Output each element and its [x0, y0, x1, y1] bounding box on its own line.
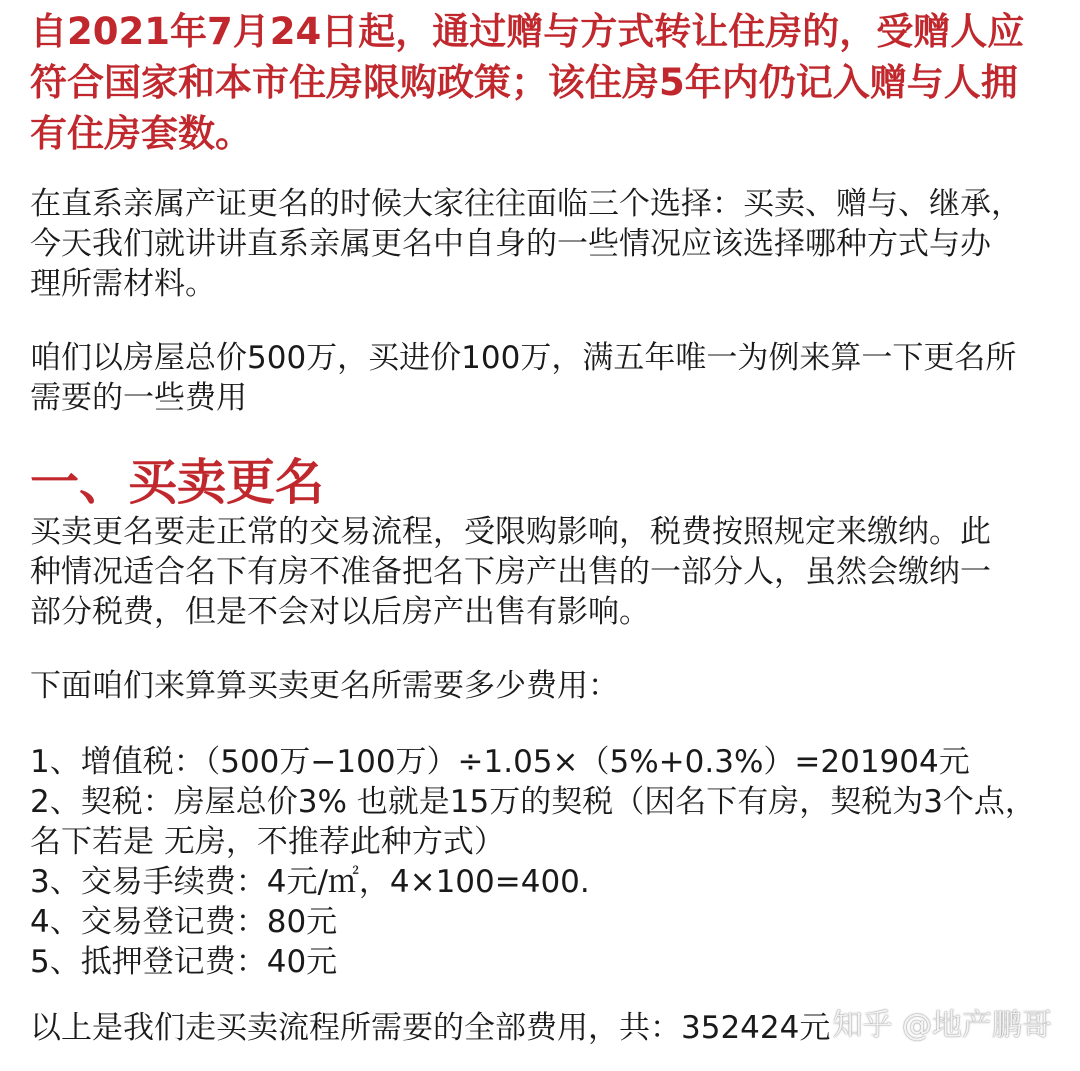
- example-line: 需要的一些费用: [30, 380, 247, 416]
- notice-line: 有住房套数。: [30, 112, 252, 155]
- intro-paragraph: [30, 184, 1022, 304]
- policy-notice: [30, 6, 1060, 159]
- total-line: 以上是我们走买卖流程所需要的全部费用，共：352424元: [30, 1010, 831, 1046]
- fee-item-vat: 1、增值税：（500万−100万）÷1.05×（5%+0.3%）=201904元: [30, 744, 970, 780]
- calc-title: 下面咱们来算算买卖更名所需要多少费用：: [30, 668, 619, 704]
- section-body: [30, 512, 991, 632]
- notice-line: 符合国家和本市住房限购政策；该住房5年内仍记入赠与人拥: [30, 61, 1018, 104]
- section-body-line: 买卖更名要走正常的交易流程，受限购影响，税费按照规定来缴纳。此: [30, 514, 991, 550]
- watermark: 知乎 @地产鹏哥: [832, 1008, 1052, 1043]
- fee-item-handling: 3、交易手续费：4元/㎡，4×100=400.: [30, 864, 590, 900]
- intro-line: 今天我们就讲讲直系亲属更名中自身的一些情况应该选择哪种方式与办: [30, 226, 991, 262]
- fee-item-registration: 4、交易登记费：80元: [30, 904, 338, 940]
- fee-item-deed-tax-cont: 名下若是 无房，不推荐此种方式）: [30, 824, 505, 860]
- notice-line: 自2021年7月24日起，通过赠与方式转让住房的，受赠人应: [30, 10, 1025, 53]
- intro-line: 理所需材料。: [30, 266, 216, 302]
- fee-list: [30, 742, 1036, 982]
- section-heading: 一、买卖更名: [30, 454, 325, 511]
- fee-item-mortgage-registration: 5、抵押登记费：40元: [30, 944, 338, 980]
- example-paragraph: [30, 338, 1016, 418]
- example-line: 咱们以房屋总价500万，买进价100万，满五年唯一为例来算一下更名所: [30, 340, 1017, 376]
- fee-item-deed-tax: 2、契税：房屋总价3% 也就是15万的契税（因名下有房，契税为3个点，: [30, 784, 1036, 820]
- intro-line: 在直系亲属产证更名的时候大家往往面临三个选择：买卖、赠与、继承，: [30, 186, 1022, 222]
- section-body-line: 部分税费，但是不会对以后房产出售有影响。: [30, 594, 650, 630]
- section-body-line: 种情况适合名下有房不准备把名下房产出售的一部分人，虽然会缴纳一: [30, 554, 991, 590]
